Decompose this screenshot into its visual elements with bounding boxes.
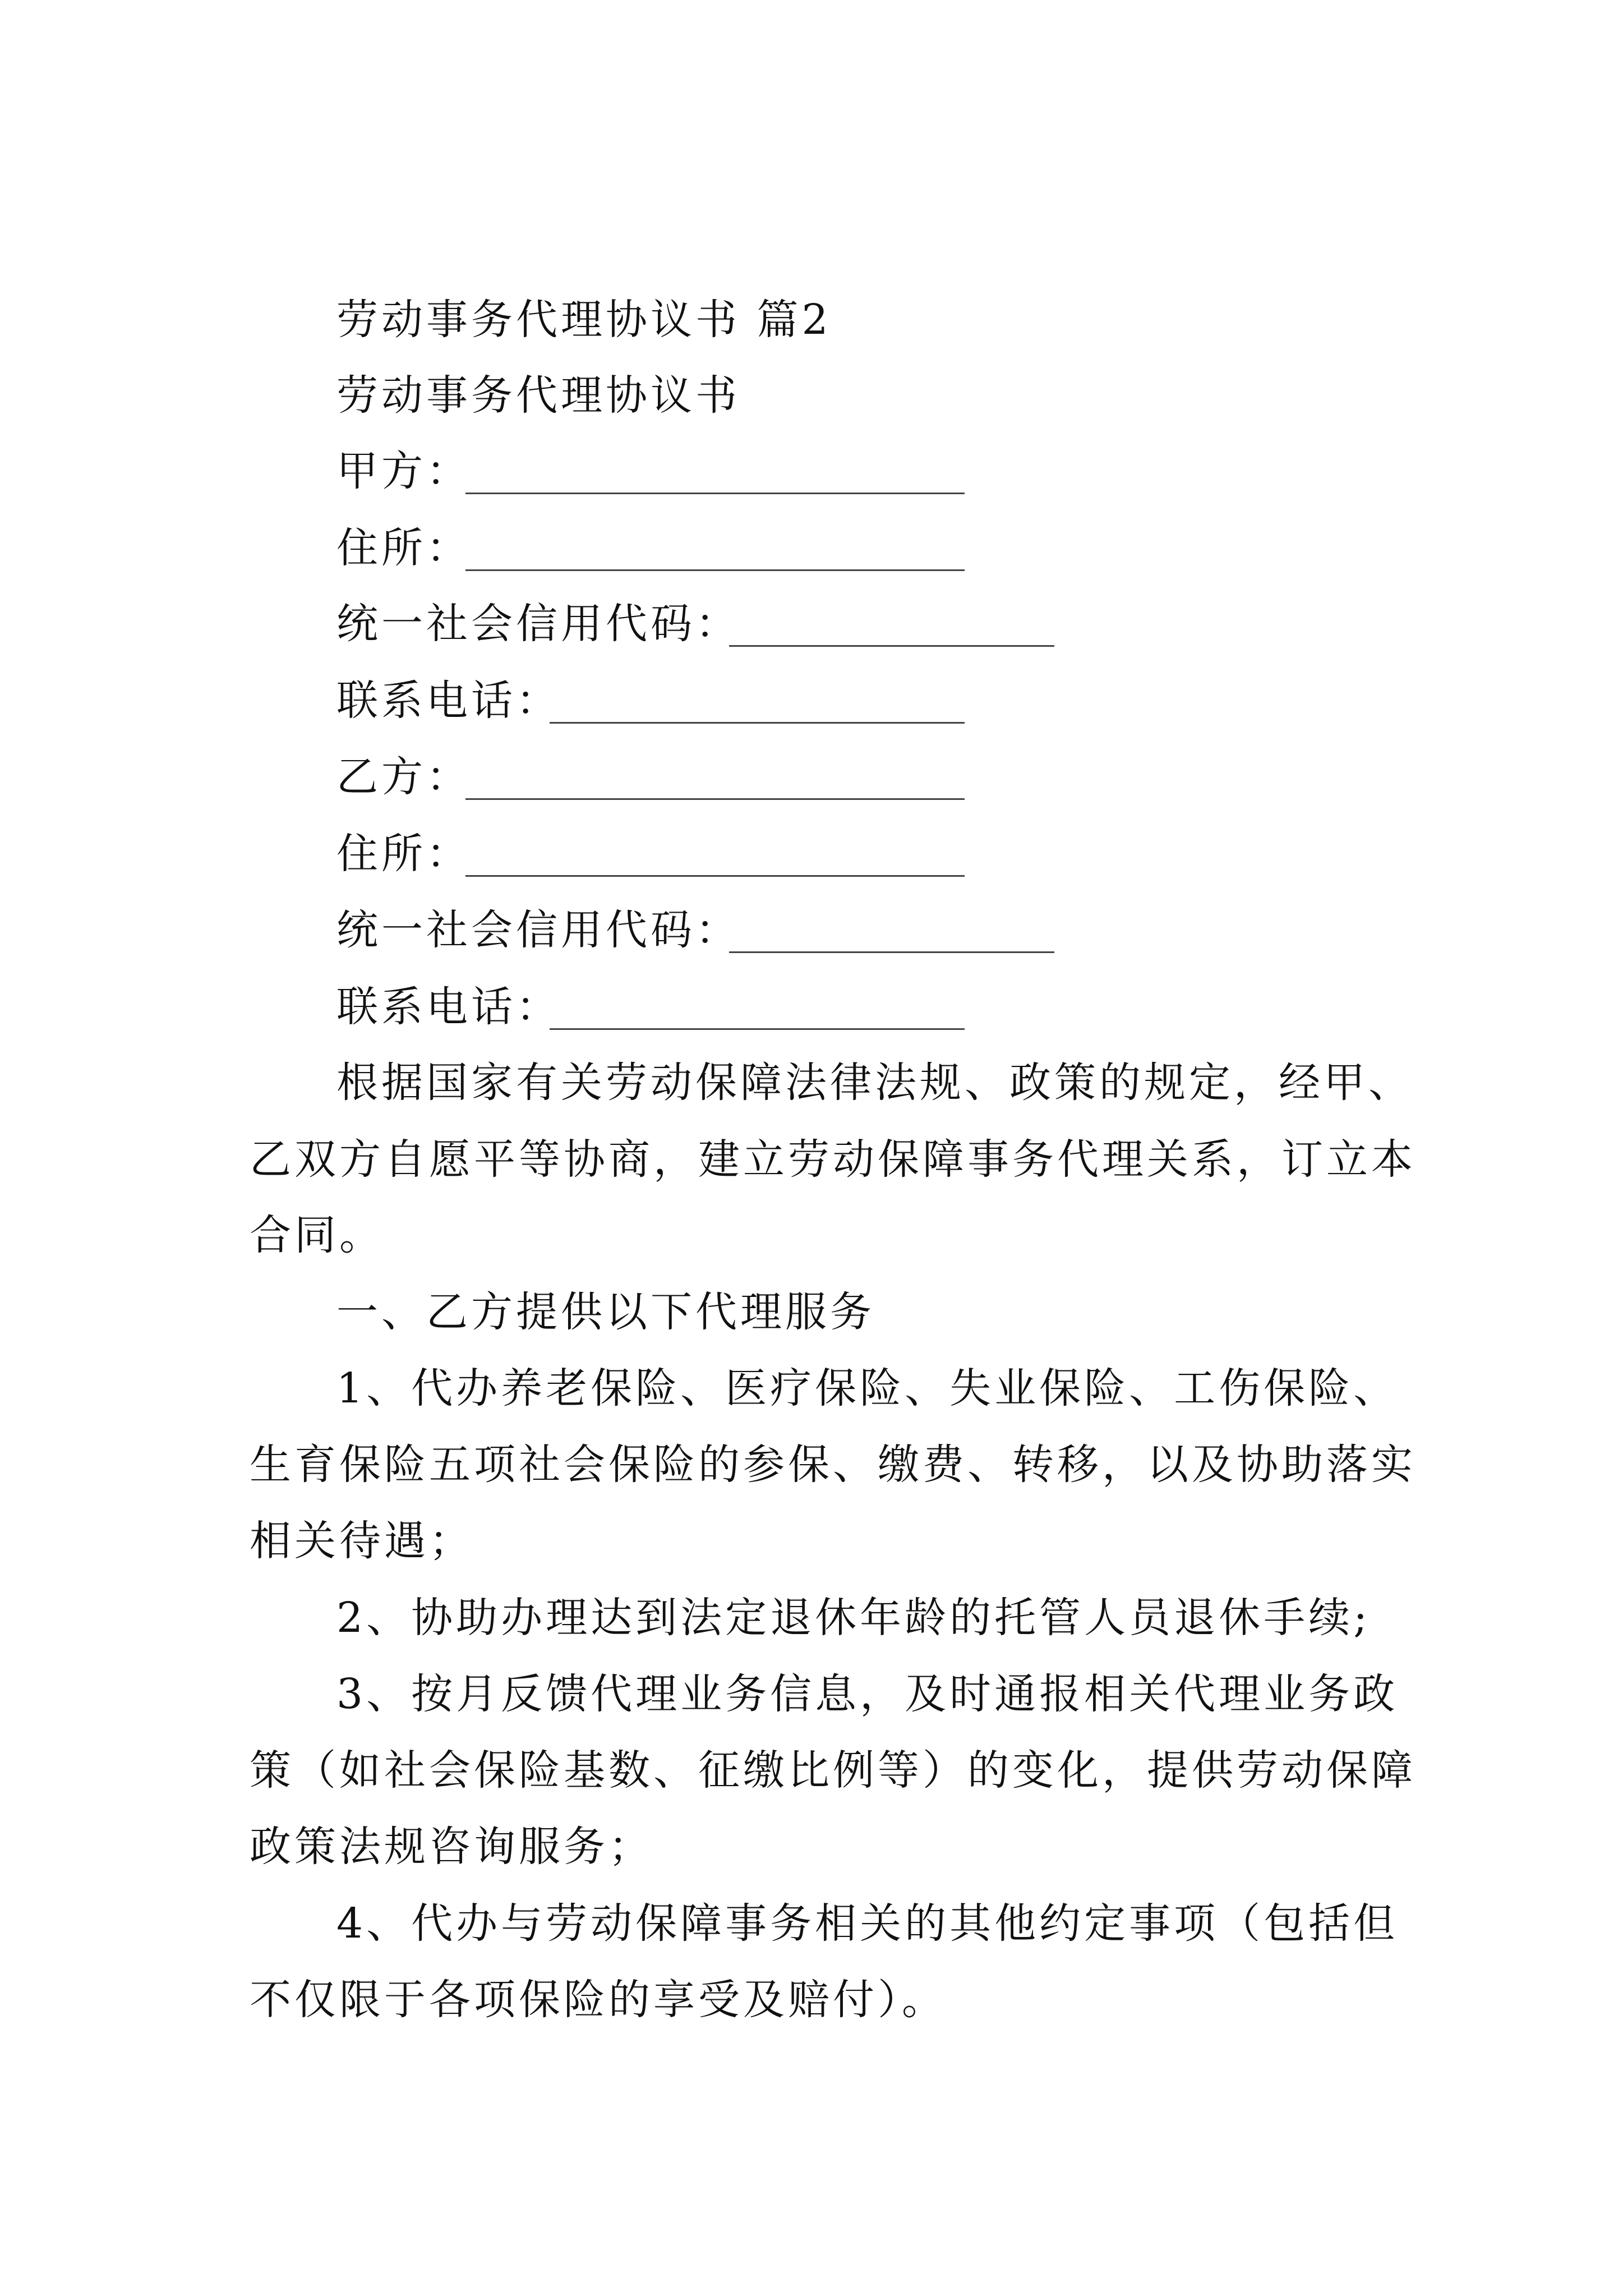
item-3-line-2: 策（如社会保险基数、征缴比例等）的变化，提供劳动保障 (250, 1746, 1416, 1795)
party-b-credit-code-blank (729, 951, 1054, 953)
item-1-line-2: 生育保险五项社会保险的参保、缴费、转移，以及协助落实 (250, 1441, 1416, 1489)
intro-line-1: 根据国家有关劳动保障法律法规、政策的规定，经甲、 (336, 1059, 1413, 1107)
item-4-line-2: 不仅限于各项保险的享受及赔付）。 (250, 1976, 947, 2024)
item-1-line-1: 1、代办养老保险、医疗保险、失业保险、工伤保险、 (336, 1364, 1399, 1412)
party-b-name-label: 乙方： (336, 753, 471, 801)
party-a-address-label: 住所： (336, 524, 471, 572)
item-3-line-3: 政策法规咨询服务； (250, 1823, 653, 1871)
item-3-line-1: 3、按月反馈代理业务信息，及时通报相关代理业务政 (336, 1670, 1399, 1718)
party-b-address-blank (465, 875, 965, 877)
item-2-line-1: 2、协助办理达到法定退休年龄的托管人员退休手续; (336, 1594, 1371, 1642)
party-b-phone-blank (550, 1028, 965, 1030)
party-a-address-blank (465, 569, 965, 571)
heading-line-2: 劳动事务代理协议书 (336, 371, 740, 420)
intro-line-3: 合同。 (250, 1211, 384, 1259)
party-a-name-label: 甲方： (336, 447, 471, 495)
party-b-phone-label: 联系电话： (336, 983, 561, 1031)
heading-line-1: 劳动事务代理协议书 篇2 (336, 296, 832, 344)
party-a-credit-code-blank (729, 645, 1054, 647)
party-b-name-blank (465, 798, 965, 800)
party-a-phone-label: 联系电话： (336, 677, 561, 725)
section-1-title: 一、乙方提供以下代理服务 (336, 1288, 875, 1336)
party-a-credit-code-label: 统一社会信用代码： (336, 600, 740, 648)
party-b-credit-code-label: 统一社会信用代码： (336, 906, 740, 954)
intro-line-2: 乙双方自愿平等协商，建立劳动保障事务代理关系，订立本 (250, 1135, 1416, 1184)
party-a-name-blank (465, 493, 965, 494)
party-b-address-label: 住所： (336, 830, 471, 878)
item-4-line-1: 4、代办与劳动保障事务相关的其他约定事项（包括但 (336, 1899, 1399, 1948)
party-a-phone-blank (550, 722, 965, 724)
item-1-line-3: 相关待遇； (250, 1517, 474, 1565)
